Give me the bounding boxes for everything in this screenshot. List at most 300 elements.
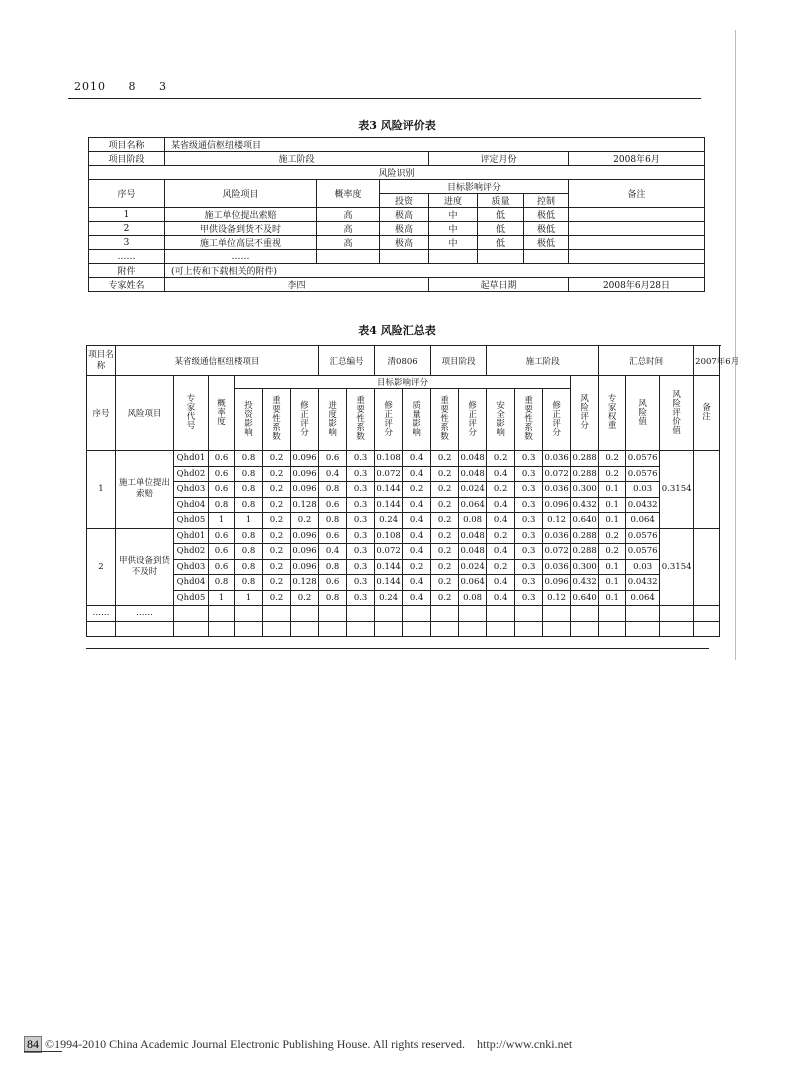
cell: 0.1 — [599, 575, 626, 591]
remark-cell — [694, 451, 720, 529]
cell: 高 — [317, 236, 380, 250]
cell — [174, 621, 209, 637]
cell: 0.2 — [403, 559, 431, 575]
hdr-sub: 投 资 影 响 — [235, 389, 263, 451]
cell: 极低 — [524, 208, 569, 222]
cell: 0.2 — [599, 544, 626, 560]
ellipsis-cell: …… — [165, 250, 317, 264]
cell: 0.3 — [347, 544, 375, 560]
cell: 0.1 — [599, 513, 626, 529]
cell: 0.2 — [599, 451, 626, 467]
cell: 0.3 — [347, 497, 375, 513]
project-name-label: 项目名称 — [89, 138, 165, 152]
cell: 0.8 — [235, 559, 263, 575]
cell: 高 — [317, 208, 380, 222]
group-item: 施工单位提出索赔 — [116, 451, 174, 529]
draft-label: 起草日期 — [429, 278, 569, 292]
group-item: 甲供设备到货不及时 — [116, 528, 174, 606]
hdr-expert-code: 专 家 代 号 — [174, 376, 209, 451]
cell: 0.8 — [209, 575, 235, 591]
cell: 0.2 — [599, 528, 626, 544]
cell: 0.128 — [291, 575, 319, 591]
col-remark: 备注 — [569, 180, 705, 208]
table-row — [87, 544, 720, 560]
cell: 0.432 — [571, 497, 599, 513]
cell: 0.4 — [403, 466, 431, 482]
cell — [515, 606, 543, 622]
risk-id-label: 风险识别 — [89, 166, 705, 180]
hdr-risk-value: 风 险 值 — [626, 376, 660, 451]
cell: 0.108 — [375, 528, 403, 544]
cell: 0.3 — [347, 528, 375, 544]
footer-url[interactable]: http://www.cnki.net — [477, 1037, 573, 1051]
cell: 0.096 — [291, 528, 319, 544]
cell: 0.096 — [543, 497, 571, 513]
cell — [319, 621, 347, 637]
cell: Qhd03 — [174, 559, 209, 575]
cell: 0.096 — [291, 544, 319, 560]
cell: 0.8 — [235, 451, 263, 467]
hdr-sub: 安 全 影 响 — [487, 389, 515, 451]
cell — [459, 621, 487, 637]
expert-name: 李四 — [165, 278, 429, 292]
cell: 施工单位高层不重视 — [165, 236, 317, 250]
cell — [375, 606, 403, 622]
cell: 0.288 — [571, 544, 599, 560]
cell: Qhd01 — [174, 451, 209, 467]
table-row — [89, 208, 705, 222]
cell — [599, 606, 626, 622]
project-name-label: 项目名称 — [87, 346, 116, 376]
attach-label: 附件 — [89, 264, 165, 278]
cell: 0.300 — [571, 559, 599, 575]
hdr-sub: 修 正 评 分 — [375, 389, 403, 451]
table-row — [87, 559, 720, 575]
cell: 0.08 — [459, 590, 487, 606]
header-issue: 3 — [159, 80, 167, 93]
cell: 0.144 — [375, 559, 403, 575]
cell: …… — [116, 606, 174, 622]
cell — [694, 621, 720, 637]
cell: 0.8 — [235, 575, 263, 591]
cell: 0.640 — [571, 513, 599, 529]
cell: 0.2 — [431, 590, 459, 606]
cell: 0.144 — [375, 575, 403, 591]
cell — [87, 621, 116, 637]
cell: 0.2 — [431, 451, 459, 467]
hdr-target: 目标影响评分 — [235, 376, 571, 389]
stage-label: 项目阶段 — [89, 152, 165, 166]
summary-no: 清0806 — [375, 346, 431, 376]
cell: 0.8 — [319, 513, 347, 529]
hdr-sub: 重 要 性 系 数 — [515, 389, 543, 451]
cell: 0.2 — [431, 513, 459, 529]
cell: 0.2 — [263, 559, 291, 575]
cell: 0.096 — [543, 575, 571, 591]
cell: 0.0576 — [626, 466, 660, 482]
cell — [403, 621, 431, 637]
cell: 甲供设备到货不及时 — [165, 222, 317, 236]
cell: Qhd02 — [174, 466, 209, 482]
cell — [235, 621, 263, 637]
hdr-item: 风险项目 — [116, 376, 174, 451]
cell — [347, 606, 375, 622]
cell: 0.3 — [347, 466, 375, 482]
cell: 0.2 — [263, 513, 291, 529]
cell: 0.072 — [375, 544, 403, 560]
cell — [543, 606, 571, 622]
cell: 0.12 — [543, 590, 571, 606]
cell — [660, 606, 694, 622]
cell: 0.024 — [459, 482, 487, 498]
cell: 0.072 — [543, 466, 571, 482]
cell: 0.432 — [571, 575, 599, 591]
cell: 0.3 — [515, 528, 543, 544]
cell: 1 — [209, 513, 235, 529]
cell: 0.6 — [319, 497, 347, 513]
sub-col: 投资 — [380, 194, 429, 208]
cell: 0.0576 — [626, 451, 660, 467]
cell: 0.064 — [459, 497, 487, 513]
cell: 0.0576 — [626, 544, 660, 560]
cell: 0.096 — [291, 466, 319, 482]
cell: 0.1 — [599, 497, 626, 513]
hdr-risk-eval: 风 险 评 价 值 — [660, 376, 694, 451]
hdr-sub: 重 要 性 系 数 — [431, 389, 459, 451]
cell: 0.2 — [431, 528, 459, 544]
cell: 中 — [429, 236, 478, 250]
cell: 0.4 — [319, 466, 347, 482]
cell: 0.640 — [571, 590, 599, 606]
cell: 0.2 — [291, 590, 319, 606]
risk-eval-value: 0.3154 — [660, 451, 694, 529]
cell: 0.072 — [375, 466, 403, 482]
cell: 0.036 — [543, 451, 571, 467]
cell: 0.3 — [515, 482, 543, 498]
cell: 施工单位提出索赔 — [165, 208, 317, 222]
header-rule — [68, 98, 701, 99]
cell: 0.3 — [347, 559, 375, 575]
cell: 极低 — [524, 236, 569, 250]
cell: 0.064 — [626, 590, 660, 606]
stage-label: 项目阶段 — [431, 346, 487, 376]
table-row — [87, 621, 720, 637]
table-row — [87, 482, 720, 498]
cell: 0.2 — [487, 451, 515, 467]
month: 2008年6月 — [569, 152, 705, 166]
cell: 0.8 — [209, 497, 235, 513]
cell: 0.2 — [487, 559, 515, 575]
cell: …… — [87, 606, 116, 622]
cell — [347, 621, 375, 637]
cell: 0.108 — [375, 451, 403, 467]
copyright: ©1994-2010 China Academic Journal Electronic Publishing House. All rights reserved. — [45, 1037, 466, 1051]
group-no: 2 — [87, 528, 116, 606]
cell — [380, 250, 429, 264]
cell: 0.6 — [209, 559, 235, 575]
cell: 0.1 — [599, 590, 626, 606]
cell: 0.6 — [319, 575, 347, 591]
cell: 0.2 — [487, 528, 515, 544]
header-year: 2010 — [74, 80, 106, 93]
table-row — [89, 236, 705, 250]
summary-no-label: 汇总编号 — [319, 346, 375, 376]
cell: 0.2 — [263, 482, 291, 498]
cell: 0.048 — [459, 451, 487, 467]
sub-col: 质量 — [478, 194, 524, 208]
cell: 0.096 — [291, 482, 319, 498]
cell: 0.024 — [459, 559, 487, 575]
hdr-expert-weight: 专 家 权 重 — [599, 376, 626, 451]
cell: 0.3 — [347, 482, 375, 498]
cell: 0.3 — [515, 513, 543, 529]
cell: 0.4 — [487, 466, 515, 482]
table-row — [89, 250, 705, 264]
cell — [569, 222, 705, 236]
table-row — [87, 497, 720, 513]
stage: 施工阶段 — [487, 346, 599, 376]
cell: 0.288 — [571, 528, 599, 544]
cell: 0.2 — [487, 482, 515, 498]
cell: 中 — [429, 222, 478, 236]
cell: 0.2 — [263, 590, 291, 606]
cell: 1 — [209, 590, 235, 606]
cell — [569, 236, 705, 250]
cell: 0.2 — [431, 544, 459, 560]
project-name: 某省级通信枢纽楼项目 — [116, 346, 319, 376]
cell: Qhd04 — [174, 575, 209, 591]
hdr-prob: 概 率 度 — [209, 376, 235, 451]
sub-col: 进度 — [429, 194, 478, 208]
risk-eval-value: 0.3154 — [660, 528, 694, 606]
attach-link[interactable]: (可上传和下载相关的附件) — [165, 264, 705, 278]
cell — [459, 606, 487, 622]
cell — [599, 621, 626, 637]
cell: 0.2 — [431, 466, 459, 482]
cell: 0.4 — [487, 513, 515, 529]
hdr-sub: 修 正 评 分 — [543, 389, 571, 451]
cell: 0.4 — [403, 590, 431, 606]
table-row — [87, 528, 720, 544]
cell: 低 — [478, 222, 524, 236]
cell: 2 — [89, 222, 165, 236]
cell: 0.6 — [209, 482, 235, 498]
header-month: 8 — [128, 80, 137, 93]
cell: 0.4 — [487, 497, 515, 513]
cell: 低 — [478, 236, 524, 250]
cell — [375, 621, 403, 637]
cell — [291, 621, 319, 637]
cell: 0.6 — [209, 466, 235, 482]
cell — [263, 621, 291, 637]
cell: 0.6 — [209, 528, 235, 544]
cell — [487, 621, 515, 637]
cell: 0.3 — [515, 559, 543, 575]
cell: 0.2 — [263, 497, 291, 513]
hdr-sub: 质 量 影 响 — [403, 389, 431, 451]
cell: 极高 — [380, 222, 429, 236]
cell: 0.3 — [515, 466, 543, 482]
cell — [694, 606, 720, 622]
cell: 0.8 — [235, 482, 263, 498]
col-item: 风险项目 — [165, 180, 317, 208]
cell — [660, 621, 694, 637]
cell: 0.2 — [431, 575, 459, 591]
cell — [235, 606, 263, 622]
cell: Qhd05 — [174, 513, 209, 529]
cell: 0.2 — [263, 575, 291, 591]
cell — [571, 606, 599, 622]
cell — [431, 606, 459, 622]
hdr-no: 序号 — [87, 376, 116, 451]
time-label: 汇总时间 — [599, 346, 694, 376]
time: 2007年6月 — [694, 346, 720, 376]
cell: 0.048 — [459, 544, 487, 560]
cell: 0.24 — [375, 513, 403, 529]
table-row — [87, 575, 720, 591]
cell: 0.4 — [403, 497, 431, 513]
cell: 3 — [89, 236, 165, 250]
cell: 0.1 — [599, 482, 626, 498]
cell: 0.3 — [515, 497, 543, 513]
cell — [569, 208, 705, 222]
cell — [209, 621, 235, 637]
cell: 0.064 — [626, 513, 660, 529]
hdr-sub: 修 正 评 分 — [459, 389, 487, 451]
footer — [24, 1036, 572, 1053]
cell: 0.03 — [626, 559, 660, 575]
table-row — [87, 606, 720, 622]
cell: 极高 — [380, 208, 429, 222]
cell: 0.288 — [571, 451, 599, 467]
project-name: 某省级通信枢纽楼项目 — [165, 138, 705, 152]
cell: 0.8 — [235, 544, 263, 560]
cell: 0.8 — [235, 497, 263, 513]
stage: 施工阶段 — [165, 152, 429, 166]
cell: 0.048 — [459, 466, 487, 482]
cell: 0.3 — [347, 590, 375, 606]
summary-body — [87, 451, 720, 637]
cell — [478, 250, 524, 264]
cell: 0.3 — [347, 451, 375, 467]
cell: 0.8 — [235, 466, 263, 482]
cell: 0.4 — [403, 528, 431, 544]
cell: 0.12 — [543, 513, 571, 529]
cell — [291, 606, 319, 622]
col-no: 序号 — [89, 180, 165, 208]
cell: 0.24 — [375, 590, 403, 606]
cell: 0.2 — [263, 466, 291, 482]
cell: 0.6 — [209, 544, 235, 560]
cell: 0.2 — [599, 466, 626, 482]
cell — [174, 606, 209, 622]
remark-cell — [694, 528, 720, 606]
cell: Qhd04 — [174, 497, 209, 513]
cell: 0.4 — [487, 590, 515, 606]
cell — [319, 606, 347, 622]
cell: 0.2 — [431, 482, 459, 498]
cell: Qhd05 — [174, 590, 209, 606]
cell: 0.072 — [543, 544, 571, 560]
hdr-sub: 进 度 影 响 — [319, 389, 347, 451]
cell: 高 — [317, 222, 380, 236]
cell: 0.4 — [487, 575, 515, 591]
cell: 0.0432 — [626, 575, 660, 591]
cell: 0.2 — [431, 497, 459, 513]
cell — [571, 621, 599, 637]
cell: 0.4 — [403, 513, 431, 529]
cell: 0.036 — [543, 528, 571, 544]
cell: 0.6 — [209, 451, 235, 467]
hdr-sub: 重 要 性 系 数 — [263, 389, 291, 451]
cell — [431, 621, 459, 637]
cell — [429, 250, 478, 264]
cell: 0.048 — [459, 528, 487, 544]
cell: 0.8 — [235, 528, 263, 544]
table-row — [87, 513, 720, 529]
cell — [403, 606, 431, 622]
cell — [317, 250, 380, 264]
cell: 0.3 — [515, 544, 543, 560]
risk-evaluation-table — [88, 137, 705, 292]
cell — [569, 250, 705, 264]
cell: 0.4 — [487, 544, 515, 560]
risk-summary-table — [86, 345, 740, 637]
hdr-remark: 备 注 — [694, 376, 720, 451]
cell: 0.3 — [347, 575, 375, 591]
cell: 0.8 — [319, 482, 347, 498]
cell: 0.2 — [291, 513, 319, 529]
table4-caption: 表4 风险汇总表 — [358, 324, 436, 337]
sub-col: 控制 — [524, 194, 569, 208]
cell: 0.8 — [319, 590, 347, 606]
cell: Qhd03 — [174, 482, 209, 498]
bottom-rule — [86, 648, 709, 649]
cell: 0.2 — [263, 544, 291, 560]
cell: 极高 — [380, 236, 429, 250]
cell: 0.1 — [599, 559, 626, 575]
ellipsis-cell: …… — [89, 250, 165, 264]
cell: 0.036 — [543, 559, 571, 575]
cell: 0.3 — [347, 513, 375, 529]
cell: 0.6 — [319, 528, 347, 544]
cell: 0.4 — [403, 544, 431, 560]
table-row — [89, 222, 705, 236]
cell: 0.4 — [403, 575, 431, 591]
cell — [515, 621, 543, 637]
cell — [487, 606, 515, 622]
cell — [524, 250, 569, 264]
cell: 0.2 — [263, 451, 291, 467]
cell: 0.096 — [291, 559, 319, 575]
cell: 1 — [235, 513, 263, 529]
cell: 0.096 — [291, 451, 319, 467]
draft-date: 2008年6月28日 — [569, 278, 705, 292]
cell: 0.288 — [571, 466, 599, 482]
hdr-sub: 修 正 评 分 — [291, 389, 319, 451]
cell: 0.2 — [431, 559, 459, 575]
cell: 低 — [478, 208, 524, 222]
group-no: 1 — [87, 451, 116, 529]
cell: 0.3 — [515, 590, 543, 606]
cell: 0.08 — [459, 513, 487, 529]
cell: 0.4 — [403, 451, 431, 467]
cell — [543, 621, 571, 637]
cell: 0.0432 — [626, 497, 660, 513]
table-row — [87, 466, 720, 482]
cell: Qhd01 — [174, 528, 209, 544]
running-header — [74, 80, 185, 93]
